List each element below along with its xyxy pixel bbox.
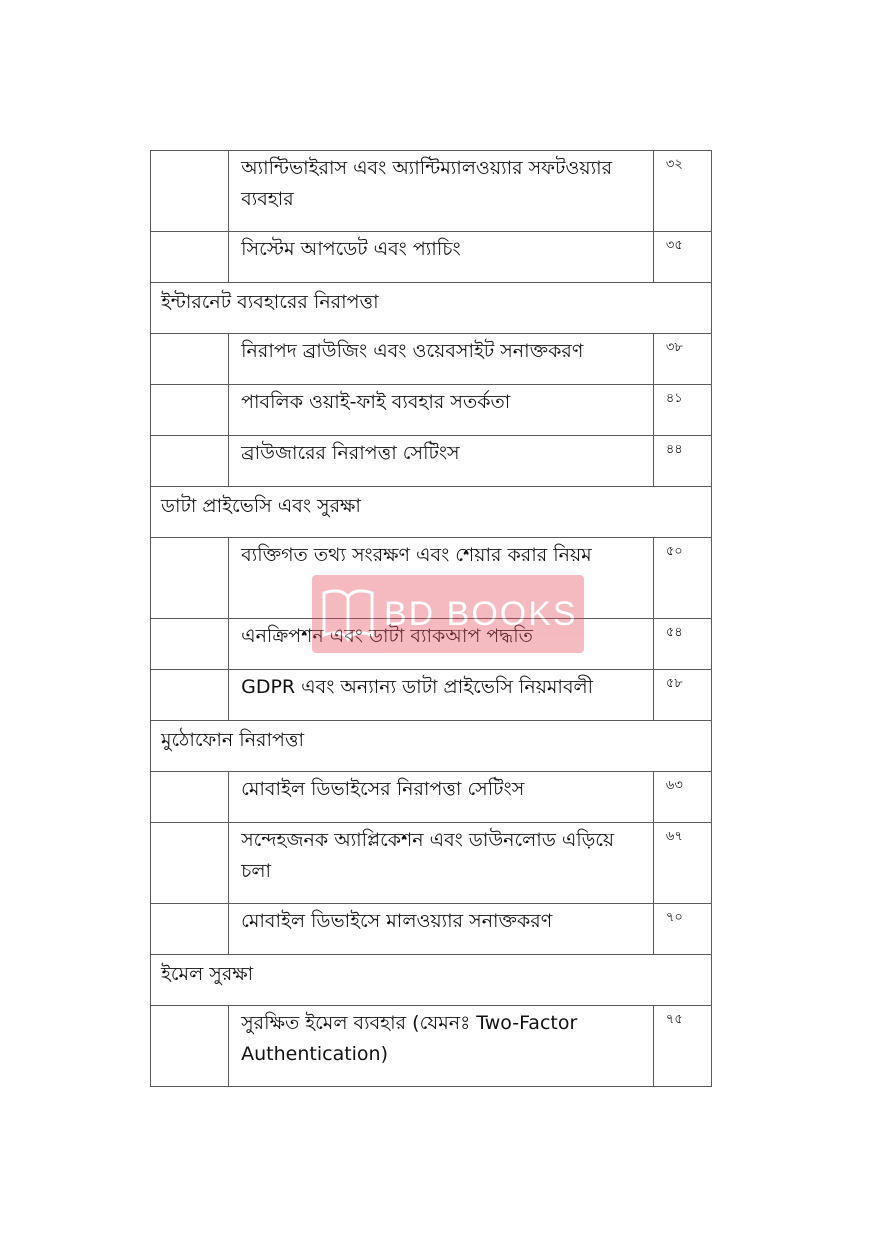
toc-entry-title: ব্রাউজারের নিরাপত্তা সেটিংস xyxy=(229,436,654,487)
toc-section-title: ডাটা প্রাইভেসি এবং সুরক্ষা xyxy=(151,487,712,538)
toc-page-number: ৫০ xyxy=(653,538,711,619)
toc-page-number: ৪৪ xyxy=(653,436,711,487)
toc-page-number: ৪১ xyxy=(653,385,711,436)
toc-blank-cell xyxy=(151,334,229,385)
toc-section-title: মুঠোফোন নিরাপত্তা xyxy=(151,721,712,772)
toc-page-number: ৫৮ xyxy=(653,670,711,721)
toc-blank-cell xyxy=(151,232,229,283)
toc-page-number: ৭০ xyxy=(653,904,711,955)
toc-entry-row xyxy=(151,1006,712,1087)
toc-entry-title: সুরক্ষিত ইমেল ব্যবহার (যেমনঃ Two-Factor Authentication) xyxy=(229,1006,654,1087)
toc-page-number: ৩৫ xyxy=(653,232,711,283)
toc-page-number: ৫৪ xyxy=(653,619,711,670)
watermark-text: BD BOOKS xyxy=(384,595,578,633)
toc-page-number: ৬৭ xyxy=(653,823,711,904)
toc-entry-row xyxy=(151,232,712,283)
toc-entry-row xyxy=(151,538,712,619)
toc-entry-title: অ্যান্টিভাইরাস এবং অ্যান্টিম্যালওয়্যার সফটওয়্যার ব্যবহার xyxy=(229,151,654,232)
toc-section-row xyxy=(151,283,712,334)
toc-entry-row xyxy=(151,670,712,721)
toc-entry-title: GDPR এবং অন্যান্য ডাটা প্রাইভেসি নিয়মাবলী xyxy=(229,670,654,721)
toc-section-row xyxy=(151,721,712,772)
toc-entry-row xyxy=(151,436,712,487)
toc-page-number: ৭৫ xyxy=(653,1006,711,1087)
toc-blank-cell xyxy=(151,151,229,232)
toc-entry-title: সন্দেহজনক অ্যাপ্লিকেশন এবং ডাউনলোড এড়িয়ে চলা xyxy=(229,823,654,904)
toc-entry-row xyxy=(151,151,712,232)
toc-section-title: ইন্টারনেট ব্যবহারের নিরাপত্তা xyxy=(151,283,712,334)
toc-blank-cell xyxy=(151,823,229,904)
table-of-contents xyxy=(150,150,712,1087)
toc-entry-row xyxy=(151,772,712,823)
toc-page-number: ৩২ xyxy=(653,151,711,232)
toc-blank-cell xyxy=(151,385,229,436)
toc-entry-row xyxy=(151,823,712,904)
toc-entry-title: মোবাইল ডিভাইসের নিরাপত্তা সেটিংস xyxy=(229,772,654,823)
toc-entry-title: সিস্টেম আপডেট এবং প্যাচিং xyxy=(229,232,654,283)
toc-section-row xyxy=(151,955,712,1006)
toc-blank-cell xyxy=(151,772,229,823)
toc-entry-title: এনক্রিপশন এবং ডাটা ব্যাকআপ পদ্ধতি xyxy=(229,619,654,670)
toc-entry-title: পাবলিক ওয়াই-ফাই ব্যবহার সতর্কতা xyxy=(229,385,654,436)
toc-entry-row xyxy=(151,904,712,955)
toc-page-number: ৬৩ xyxy=(653,772,711,823)
toc-blank-cell xyxy=(151,538,229,619)
toc-entry-title: ব্যক্তিগত তথ্য সংরক্ষণ এবং শেয়ার করার নিয়ম xyxy=(229,538,654,619)
toc-entry-row xyxy=(151,619,712,670)
toc-entry-title: নিরাপদ ব্রাউজিং এবং ওয়েবসাইট সনাক্তকরণ xyxy=(229,334,654,385)
toc-blank-cell xyxy=(151,619,229,670)
toc-blank-cell xyxy=(151,436,229,487)
toc-section-row xyxy=(151,487,712,538)
toc-blank-cell xyxy=(151,1006,229,1087)
toc-section-title: ইমেল সুরক্ষা xyxy=(151,955,712,1006)
toc-blank-cell xyxy=(151,670,229,721)
toc-blank-cell xyxy=(151,904,229,955)
toc-entry-title: মোবাইল ডিভাইসে মালওয়্যার সনাক্তকরণ xyxy=(229,904,654,955)
toc-entry-row xyxy=(151,385,712,436)
toc-entry-row xyxy=(151,334,712,385)
toc-page-number: ৩৮ xyxy=(653,334,711,385)
